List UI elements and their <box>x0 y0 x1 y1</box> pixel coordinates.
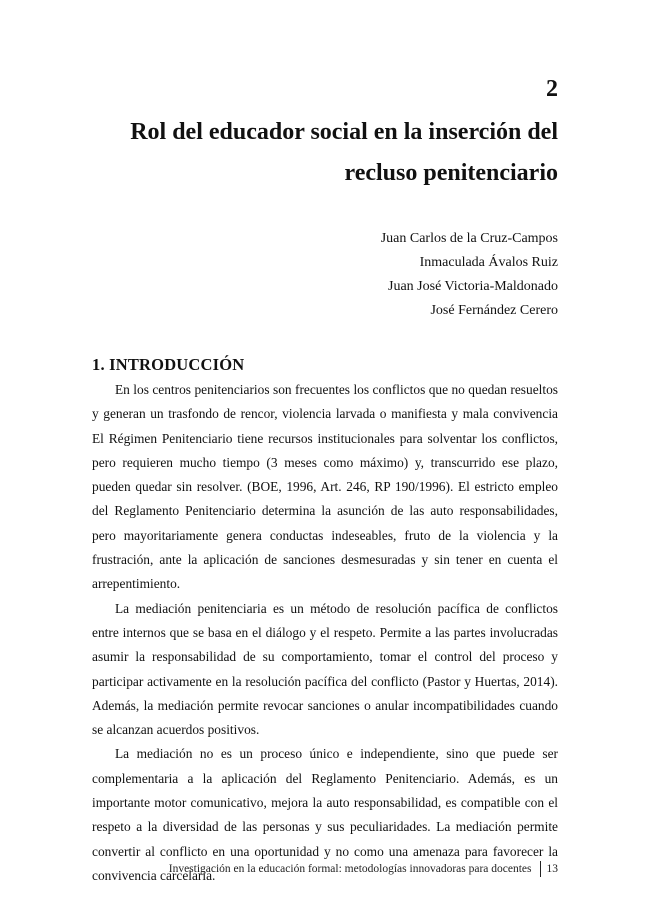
body-paragraph: En los centros penitenciarios son frecuentes los conflictos que no quedan resueltos y generan un trasfondo de rencor, violencia larvada o manifiesta y mala convivencia El Régimen Penitenciario tiene recursos institucionales para solventar los conflictos, pero requieren mucho tiempo (3 meses como máximo) y, transcurrido ese plazo, pueden quedar sin resolver. (BOE, 1996, Art. 246, RP 190/1996). El estricto empleo del Reglamento Penitenciario determina la asunción de las auto responsabilidades, pero mayoritariamente genera conductas indeseables, fruto de la violencia y la frustración, ante la aplicación de sanciones desmesuradas y sin tener en cuenta el arrepentimiento. <box>92 382 558 592</box>
body-paragraph: La mediación no es un proceso único e independiente, sino que puede ser complementaria a la aplicación del Reglamento Penitenciario. Además, es un importante motor comunicativo, mejora la auto responsabilidad, es compatible con el respeto a la diversidad de las personas y sus peculiaridades. La mediación permite convertir al conflicto en una oportunidad y no como una amenaza para favorecer la convivencia carcelaria. <box>92 746 558 883</box>
chapter-title <box>78 112 558 194</box>
chapter-title-line-1: Rol del educador social en la inserción del <box>130 119 558 145</box>
section-heading: 1. INTRODUCCIÓN <box>92 355 245 374</box>
page-footer <box>0 861 558 877</box>
chapter-title-line-2: recluso penitenciario <box>344 160 558 186</box>
body-paragraph: La mediación penitenciaria es un método de resolución pacífica de conflictos entre internos que se basa en el diálogo y el respeto. Permite a las partes involucradas asumir la responsabilidad de su comportamiento, tomar el control del proceso y participar activamente en la resolución pacífica del conflicto (Pastor y Huertas, 2014). Además, la mediación permite revocar sanciones o anular incompatibilidades cuando se alcanzan acuerdos positivos. <box>92 600 558 738</box>
author-name: Juan Carlos de la Cruz-Campos <box>380 231 558 246</box>
page-number: 13 <box>546 863 558 875</box>
section-body <box>92 378 558 888</box>
chapter-number: 2 <box>546 76 558 102</box>
author-name: Juan José Victoria-Maldonado <box>388 279 558 294</box>
footer-book-title: Investigación en la educación formal: metodologías innovadoras para docentes <box>168 863 532 875</box>
author-name: José Fernández Cerero <box>430 303 558 318</box>
footer-divider <box>540 861 541 877</box>
author-list <box>381 227 558 323</box>
author-name: Inmaculada Ávalos Ruiz <box>419 255 558 270</box>
